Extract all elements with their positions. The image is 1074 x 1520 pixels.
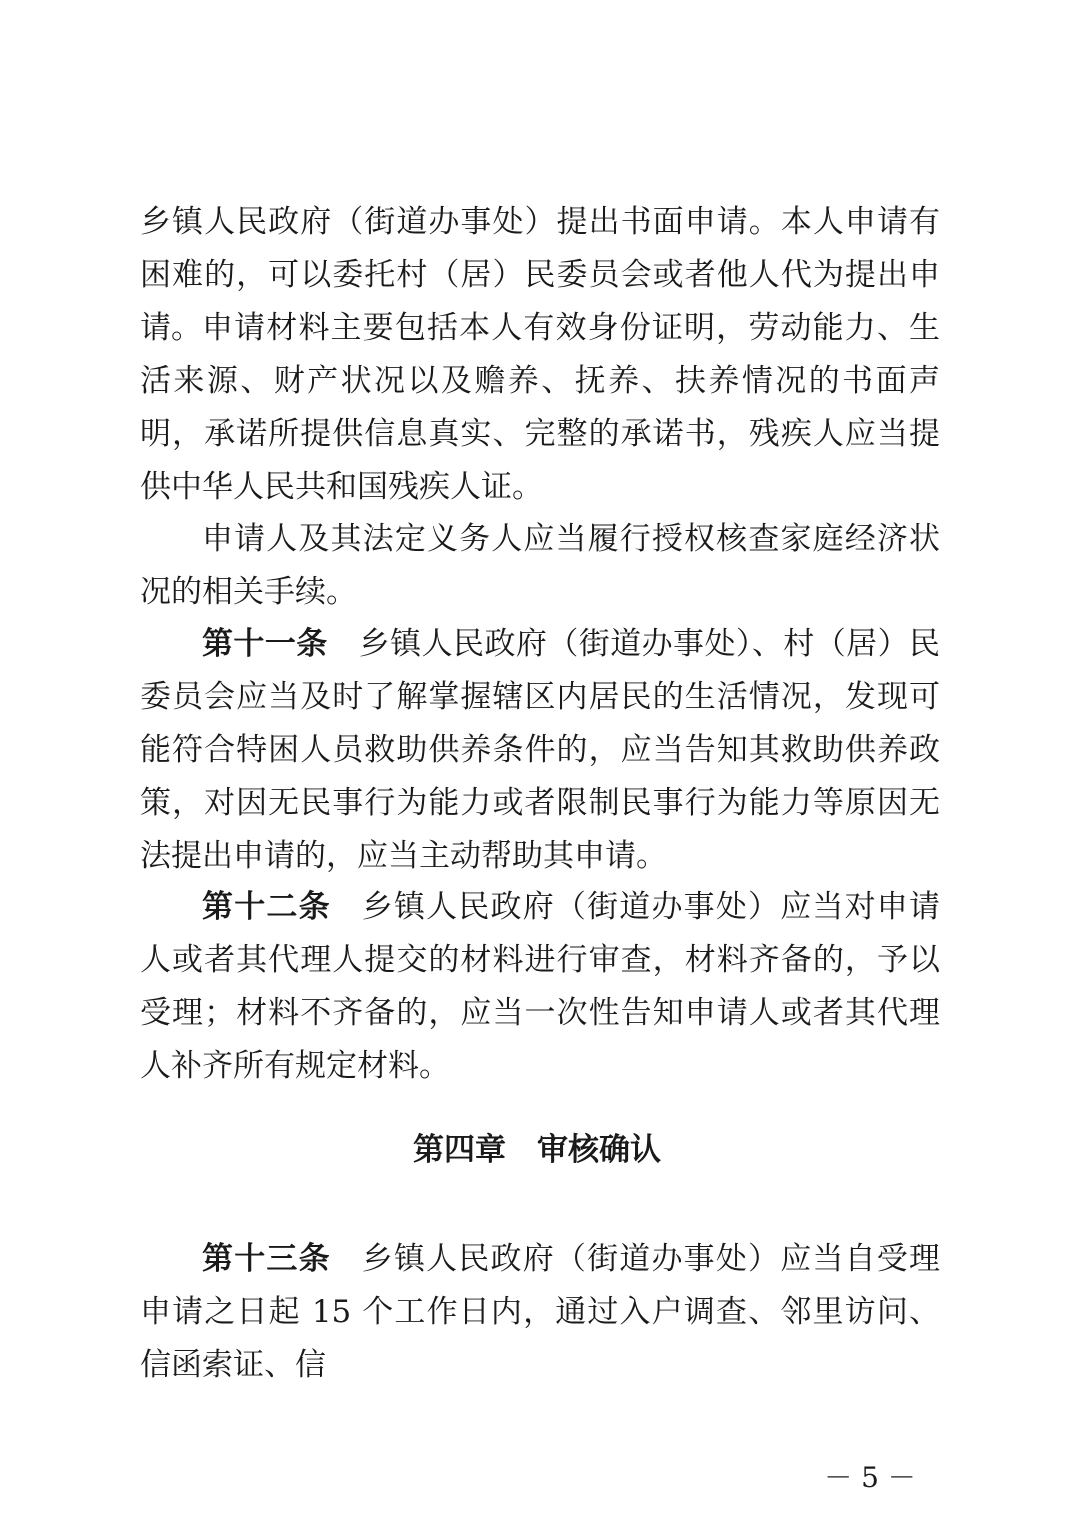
- article-text: 乡镇人民政府（街道办事处）、村（居）民委员会应当及时了解掌握辖区内居民的生活情况，发现可能符合特困人员救助供养条件的，应当告知其救助供养政策，对因无民事行为能力或者限制民事行为能力等原因无法提出申请的，应当主动帮助其申请。: [140, 626, 941, 874]
- article-text: 乡镇人民政府（街道办事处）应当对申请人或者其代理人提交的材料进行审查，材料齐备的，予以受理；材料不齐备的，应当一次性告知申请人或者其代理人补齐所有规定材料。: [140, 889, 941, 1084]
- article-13: [140, 1233, 940, 1392]
- paragraph-application-materials: [140, 302, 940, 514]
- paragraph-text: 申请材料主要包括本人有效身份证明，劳动能力、生活来源、财产状况以及赡养、抚养、扶养情况的书面声明，承诺所提供信息真实、完整的承诺书，残疾人应当提供中华人民共和国残疾人证。: [140, 310, 940, 505]
- page-number: － 5 －: [824, 1461, 916, 1494]
- paragraph-text: 申请人及其法定义务人应当履行授权核查家庭经济状况的相关手续。: [140, 521, 940, 610]
- article-12: [140, 881, 940, 1093]
- article-number: 第十二条: [202, 889, 331, 925]
- article-number: 第十一条: [202, 626, 328, 662]
- chapter-heading: 第四章 审核确认: [413, 1132, 661, 1168]
- article-text: 乡镇人民政府（街道办事处）应当自受理申请之日起 15 个工作日内，通过入户调查、邻里访问、信函索证、信: [140, 1241, 941, 1383]
- paragraph-text: 乡镇人民政府（街道办事处）提出书面申请。本人申请有困难的，可以委托村（居）民委员会或者他人代为提出申请。: [140, 204, 940, 346]
- article-number: 第十三条: [202, 1241, 331, 1277]
- article-11: [140, 618, 940, 883]
- paragraph-authorization: [140, 513, 940, 619]
